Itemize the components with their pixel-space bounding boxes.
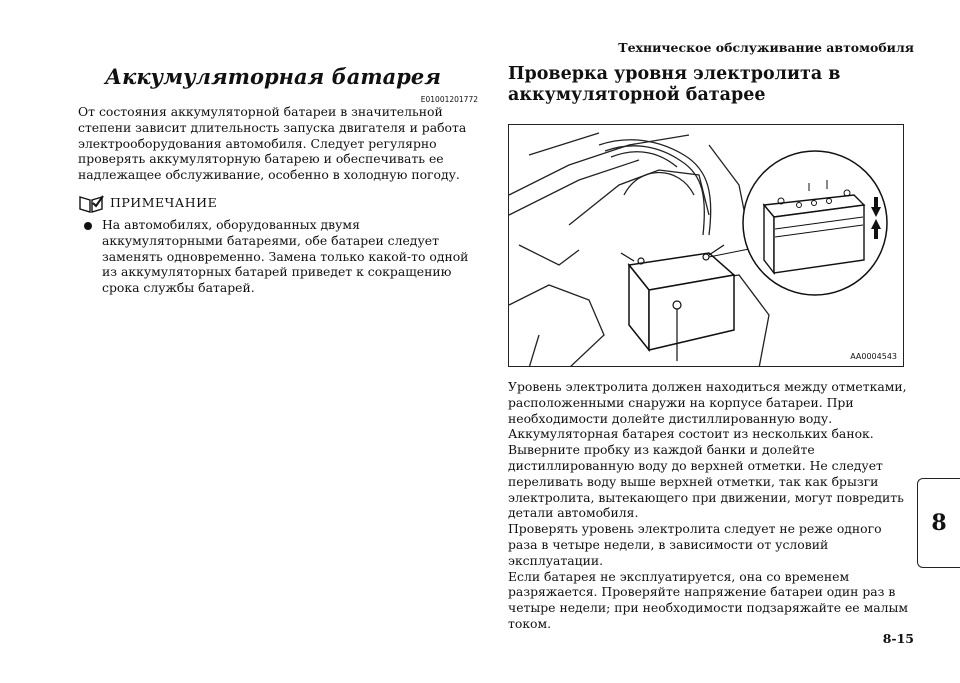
- section-heading: Аккумуляторная батарея: [105, 64, 441, 89]
- battery-figure: [508, 124, 904, 367]
- chapter-tab: 8: [917, 478, 960, 568]
- battery-illustration: [509, 125, 904, 367]
- right-body: [508, 379, 908, 632]
- running-header: Техническое обслуживание автомобиля: [618, 40, 914, 55]
- note-item-text: На автомобилях, оборудованных двумя аккумуляторными батареями, обе батареи следует заменять одновременно. Замена только какой-то одной из аккумуляторных батарей приведет к сокращению срока службы батарей.: [102, 216, 469, 296]
- bullet-icon: [84, 222, 92, 230]
- section-code: E01001201772: [420, 95, 478, 104]
- right-column: [508, 64, 908, 632]
- paragraph-level: Уровень электролита должен находиться между отметками, расположенными снаружи на корпусе батареи. При необходимости долейте дистиллированную воду.: [508, 379, 907, 426]
- paragraph-charging: Если батарея не эксплуатируется, она со временем разряжается. Проверяйте напряжение батареи один раз в четыре недели; при необходимости подзаряжайте ее малым током.: [508, 568, 908, 631]
- note-label: ПРИМЕЧАНИЕ: [110, 195, 218, 211]
- subsection-heading: Проверка уровня электролита в аккумуляторной батарее: [508, 64, 841, 105]
- left-column: [78, 64, 478, 296]
- paragraph-cells: Аккумуляторная батарея состоит из нескольких банок. Выверните пробку из каждой банки и долейте дистиллированную воду до верхней отметки. Не следует переливать воду выше верхней отметки, так как брызги электролита, вытекающего при движении, могут повредить детали автомобиля.: [508, 426, 904, 521]
- figure-code: AA0004543: [850, 352, 897, 361]
- page-number: 8-15: [882, 631, 914, 646]
- intro-paragraph: От состояния аккумуляторной батареи в значительной степени зависит длительность запуска двигателя и работа электрооборудования автомобиля. Следует регулярно проверять аккумуляторную батарею и обеспечивать ее надлежащее обслуживание, особенно в холодную погоду.: [78, 104, 467, 183]
- note-item: [78, 217, 478, 296]
- paragraph-frequency: Проверять уровень электролита следует не реже одного раза в четыре недели, в зависимости от условий эксплуатации.: [508, 521, 882, 568]
- note-icon: [78, 193, 104, 213]
- note-header: [78, 193, 478, 213]
